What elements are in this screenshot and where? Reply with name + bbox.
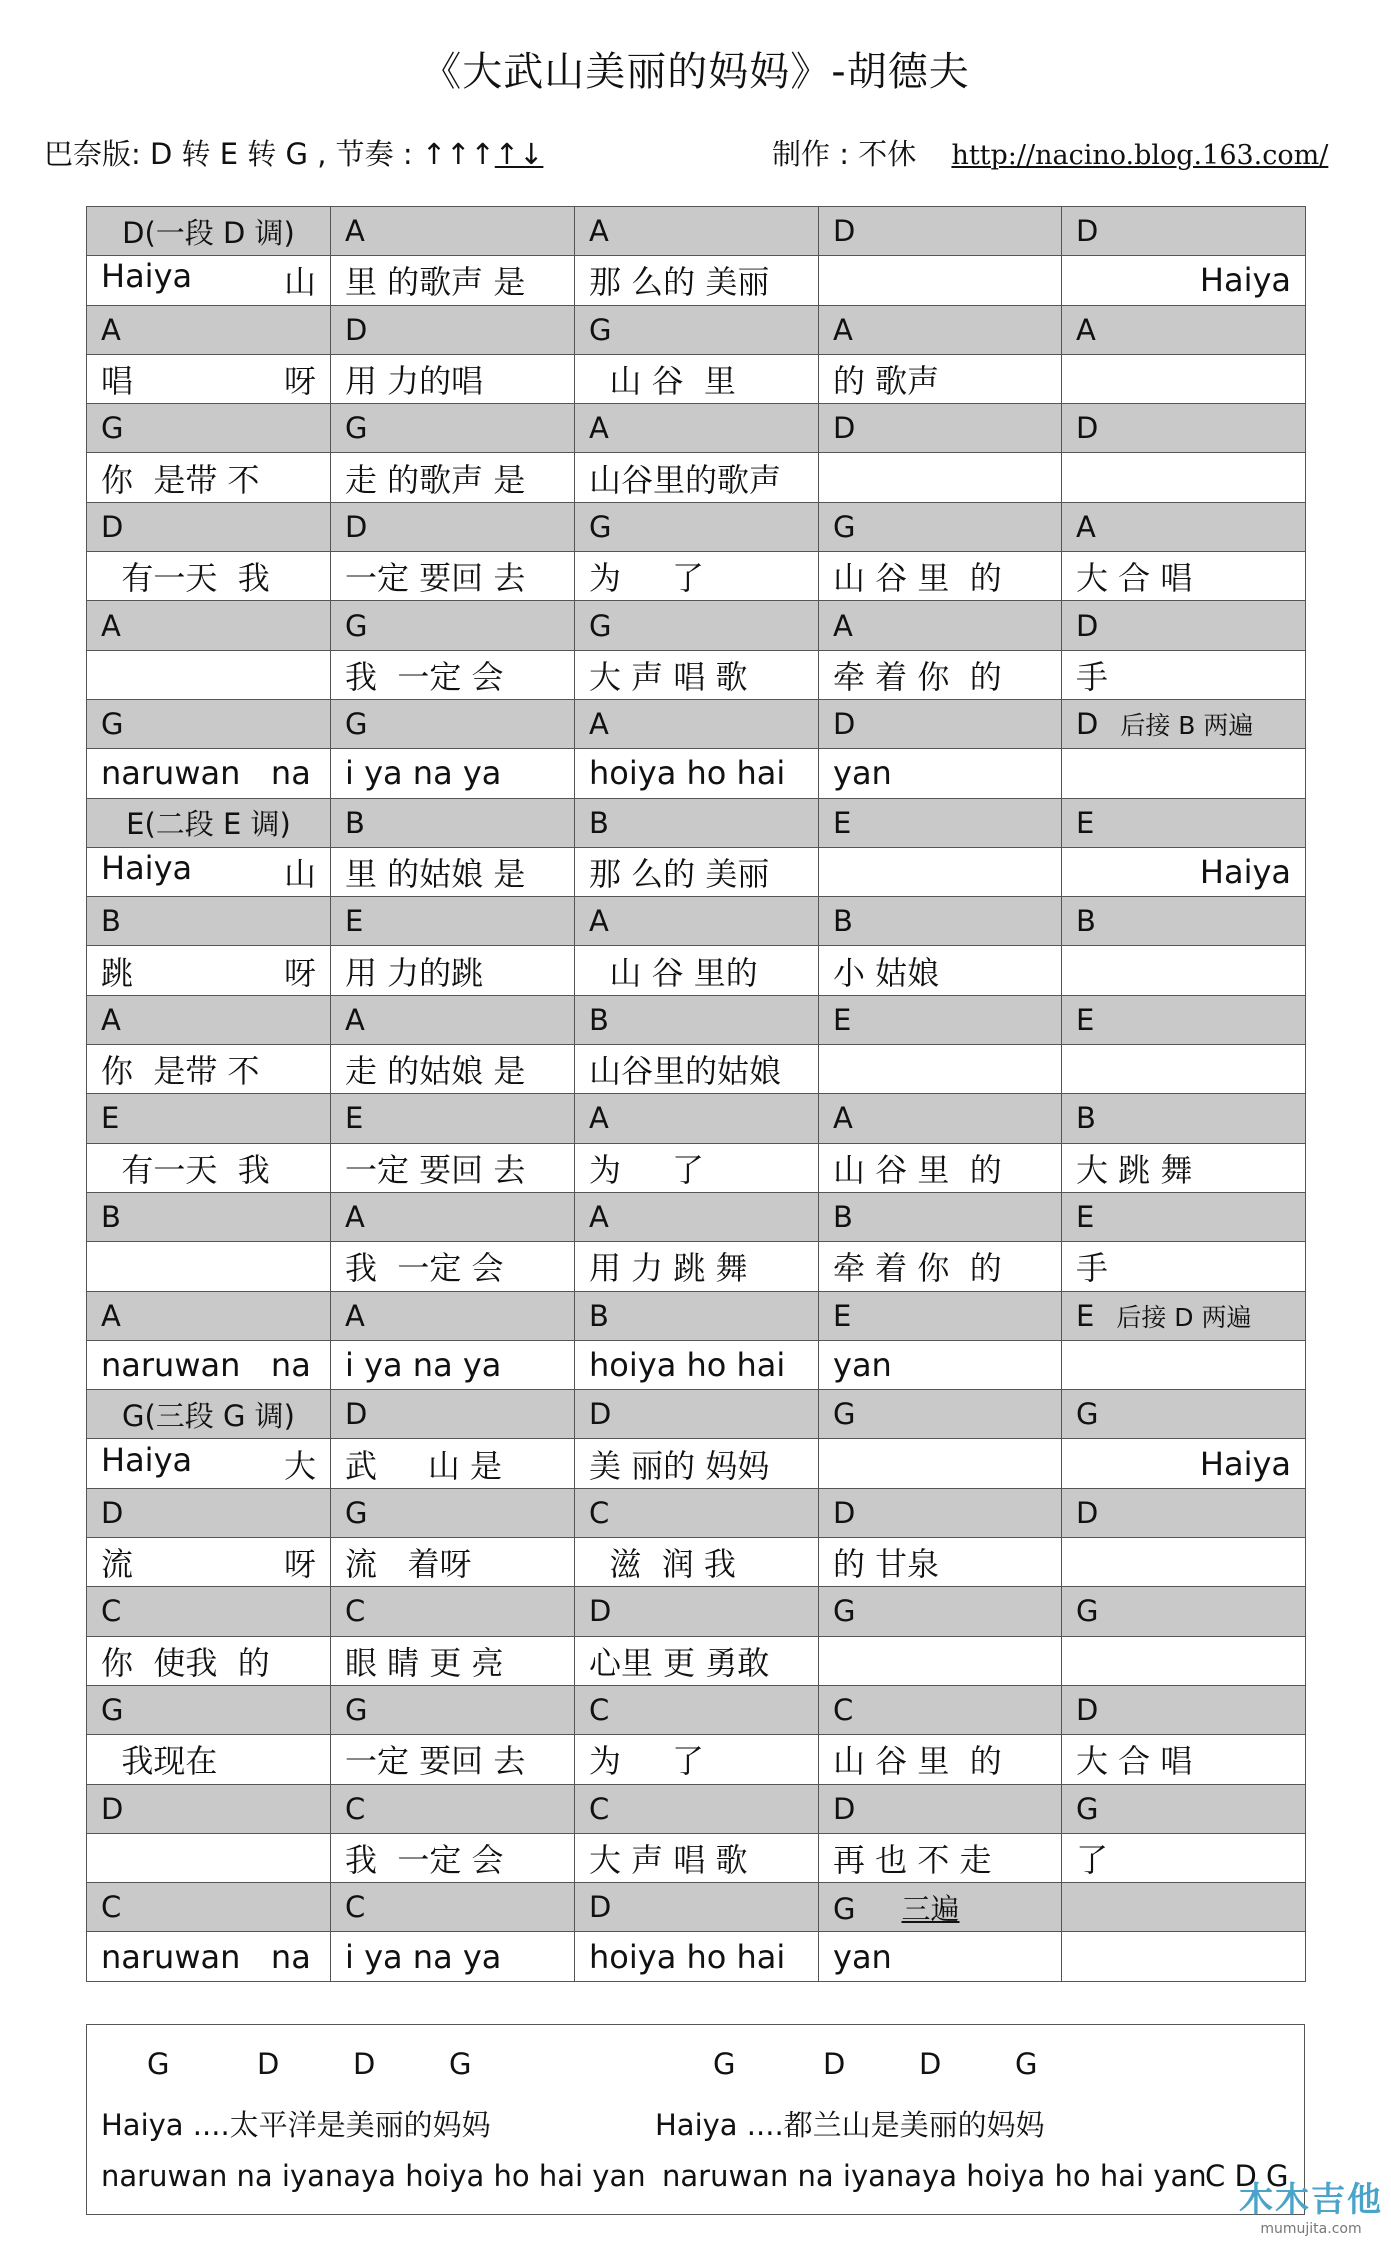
lyric-tail: 山 bbox=[283, 855, 316, 893]
chord-cell: D bbox=[819, 699, 1062, 748]
outro-chord: G bbox=[449, 2047, 472, 2081]
chord-row bbox=[87, 404, 1306, 453]
lyric-cell: 山 谷 里 bbox=[575, 354, 819, 403]
chord-cell: B bbox=[331, 798, 575, 847]
chord-cell: E bbox=[331, 897, 575, 946]
chord-cell: G bbox=[331, 1488, 575, 1537]
chord-cell: D bbox=[1062, 404, 1306, 453]
chord-sheet-body bbox=[87, 207, 1306, 1982]
chord-row bbox=[87, 601, 1306, 650]
chord-row bbox=[87, 798, 1306, 847]
lyric-row bbox=[87, 1735, 1306, 1784]
lyric-cell: 我 一定 会 bbox=[331, 1242, 575, 1291]
lyric-cell: 你 是带 不 bbox=[87, 453, 331, 502]
chord-cell: G bbox=[819, 1390, 1062, 1439]
lyric-row bbox=[87, 354, 1306, 403]
lyric-cell: 滋 润 我 bbox=[575, 1538, 819, 1587]
lyric-cell: 有一天 我 bbox=[87, 1143, 331, 1192]
chord-row bbox=[87, 207, 1306, 256]
lyric-row bbox=[87, 1340, 1306, 1389]
lyric-cell: naruwan na bbox=[87, 749, 331, 798]
lyric-cell: naruwan na bbox=[87, 1340, 331, 1389]
lyric-cell: 一定 要回 去 bbox=[331, 552, 575, 601]
outro-chord: G bbox=[1015, 2047, 1038, 2081]
chord-cell: D bbox=[331, 305, 575, 354]
chord-cell: G bbox=[1062, 1390, 1306, 1439]
lyric-cell: naruwan na bbox=[87, 1932, 331, 1981]
lyric-row bbox=[87, 256, 1306, 305]
chord-label: E bbox=[1076, 1298, 1095, 1333]
chord-cell: C bbox=[575, 1488, 819, 1537]
lyric-tail: 山 bbox=[283, 263, 316, 302]
chord-cell: C bbox=[575, 1685, 819, 1734]
chord-cell: D bbox=[575, 1587, 819, 1636]
lyric-cell: 那 么的 美丽 bbox=[575, 847, 819, 896]
lyric-cell bbox=[819, 1636, 1062, 1685]
section-key-cell: G(三段 G 调) bbox=[87, 1390, 331, 1439]
chord-cell: E bbox=[1062, 1192, 1306, 1241]
watermark-sub: mumujita.com bbox=[1260, 2221, 1362, 2237]
chord-cell: E bbox=[1062, 995, 1306, 1044]
chord-cell: B bbox=[1062, 1094, 1306, 1143]
lyric-cell: 牵 着 你 的 bbox=[819, 1242, 1062, 1291]
lyric-cell: 用 力的跳 bbox=[331, 946, 575, 995]
lyric-row bbox=[87, 1045, 1306, 1094]
chord-cell: D bbox=[331, 1390, 575, 1439]
lyric-cell: 大 跳 舞 bbox=[1062, 1143, 1306, 1192]
lyric-cell bbox=[1062, 946, 1306, 995]
lyric-row bbox=[87, 847, 1306, 896]
lyric-cell: 大 合 唱 bbox=[1062, 552, 1306, 601]
outro-ending-chords: C D G bbox=[1205, 2159, 1289, 2193]
lyric-cell: 为 了 bbox=[575, 1735, 819, 1784]
lyric-cell bbox=[819, 1439, 1062, 1488]
chord-cell: A bbox=[331, 207, 575, 256]
lyric-cell bbox=[1062, 453, 1306, 502]
chord-cell: A bbox=[87, 1291, 331, 1340]
lyric-cell: yan bbox=[819, 1932, 1062, 1981]
lyric-row bbox=[87, 650, 1306, 699]
chord-cell: D bbox=[331, 502, 575, 551]
lyric-cell: 里 的姑娘 是 bbox=[331, 847, 575, 896]
chord-cell: B bbox=[575, 1291, 819, 1340]
lyric-cell: 我现在 bbox=[87, 1735, 331, 1784]
lyric-row bbox=[87, 946, 1306, 995]
chord-cell: E bbox=[819, 995, 1062, 1044]
chord-cell: A bbox=[575, 897, 819, 946]
chord-cell: D bbox=[575, 1390, 819, 1439]
chord-cell: E bbox=[331, 1094, 575, 1143]
lyric-cell: 山 谷 里 的 bbox=[819, 1735, 1062, 1784]
lyric-cell: 你 使我 的 bbox=[87, 1636, 331, 1685]
lyric-cell: 武 山 是 bbox=[331, 1439, 575, 1488]
page-title: 《大武山美丽的妈妈》-胡德夫 bbox=[421, 49, 970, 95]
chord-cell: A bbox=[819, 1094, 1062, 1143]
chord-cell: G bbox=[575, 305, 819, 354]
lyric-cell: 眼 睛 更 亮 bbox=[331, 1636, 575, 1685]
chord-cell: C bbox=[819, 1685, 1062, 1734]
chord-cell: B bbox=[819, 1192, 1062, 1241]
chord-cell: G bbox=[331, 404, 575, 453]
lyric-lead: 跳 bbox=[101, 953, 134, 992]
lyric-cell: 山谷里的姑娘 bbox=[575, 1045, 819, 1094]
lyric-cell: 的 甘泉 bbox=[819, 1538, 1062, 1587]
chord-cell: G bbox=[87, 404, 331, 453]
transition-note: 后接 B 两遍 bbox=[1120, 711, 1254, 741]
chord-cell: A bbox=[87, 995, 331, 1044]
lyric-cell bbox=[1062, 1932, 1306, 1981]
lyric-cell: 山 谷 里的 bbox=[575, 946, 819, 995]
outro-box bbox=[86, 2024, 1305, 2215]
lyric-cell: 手 bbox=[1062, 650, 1306, 699]
chord-cell: C bbox=[331, 1587, 575, 1636]
chord-cell: G bbox=[575, 601, 819, 650]
chord-cell: D bbox=[87, 502, 331, 551]
watermark-logo bbox=[1239, 2172, 1383, 2237]
lyric-row bbox=[87, 453, 1306, 502]
lyric-cell: i ya na ya bbox=[331, 749, 575, 798]
chord-cell: G bbox=[87, 699, 331, 748]
lyric-row bbox=[87, 1143, 1306, 1192]
chord-cell: D bbox=[819, 207, 1062, 256]
lyric-cell bbox=[87, 946, 331, 995]
lyric-cell: Haiya bbox=[1062, 1439, 1306, 1488]
lyric-lead: 流 bbox=[101, 1545, 134, 1584]
lyric-cell: 走 的歌声 是 bbox=[331, 453, 575, 502]
chord-cell: B bbox=[819, 897, 1062, 946]
lyric-cell: 大 声 唱 歌 bbox=[575, 1833, 819, 1882]
chord-cell: C bbox=[331, 1883, 575, 1932]
lyric-cell: 里 的歌声 是 bbox=[331, 256, 575, 305]
chord-cell bbox=[1062, 1883, 1306, 1932]
chord-cell: A bbox=[575, 699, 819, 748]
chord-cell: D bbox=[1062, 1685, 1306, 1734]
lyric-row bbox=[87, 1833, 1306, 1882]
lyric-cell: Haiya bbox=[1062, 847, 1306, 896]
chord-cell bbox=[1062, 699, 1306, 748]
chord-cell: E bbox=[819, 798, 1062, 847]
lyric-cell bbox=[87, 1833, 331, 1882]
lyric-cell: 流 着呀 bbox=[331, 1538, 575, 1587]
lyric-cell bbox=[87, 256, 331, 305]
section-key-cell: D(一段 D 调) bbox=[87, 207, 331, 256]
chord-cell: B bbox=[1062, 897, 1306, 946]
lyric-cell bbox=[87, 1242, 331, 1291]
lyric-cell: 的 歌声 bbox=[819, 354, 1062, 403]
lyric-row bbox=[87, 1932, 1306, 1981]
chord-cell: A bbox=[575, 404, 819, 453]
lyric-row bbox=[87, 749, 1306, 798]
credit bbox=[772, 132, 1328, 173]
chord-cell: D bbox=[575, 1883, 819, 1932]
outro-chord: G bbox=[147, 2047, 170, 2081]
lyric-cell: 山谷里的歌声 bbox=[575, 453, 819, 502]
outro-chord: D bbox=[257, 2047, 280, 2081]
chord-cell: D bbox=[819, 1784, 1062, 1833]
lyric-cell: 再 也 不 走 bbox=[819, 1833, 1062, 1882]
chord-row bbox=[87, 699, 1306, 748]
chord-cell: A bbox=[87, 601, 331, 650]
lyric-cell bbox=[1062, 354, 1306, 403]
chord-row bbox=[87, 995, 1306, 1044]
lyric-tail: 大 bbox=[283, 1446, 316, 1485]
lyric-tail: 呀 bbox=[283, 362, 316, 401]
lyric-cell bbox=[87, 354, 331, 403]
chord-cell: A bbox=[331, 1291, 575, 1340]
lyric-cell: 我 一定 会 bbox=[331, 1833, 575, 1882]
lyric-cell bbox=[819, 256, 1062, 305]
chord-cell: D bbox=[819, 1488, 1062, 1537]
lyric-cell: 手 bbox=[1062, 1242, 1306, 1291]
chord-cell: B bbox=[87, 897, 331, 946]
lyric-row bbox=[87, 1538, 1306, 1587]
lyric-cell bbox=[87, 1439, 331, 1488]
lyric-cell bbox=[87, 847, 331, 896]
chord-cell: G bbox=[575, 502, 819, 551]
chord-row bbox=[87, 1390, 1306, 1439]
lyric-cell bbox=[819, 1045, 1062, 1094]
chord-cell: A bbox=[575, 1192, 819, 1241]
lyric-cell bbox=[1062, 749, 1306, 798]
watermark-main: 木木吉他 bbox=[1239, 2180, 1383, 2220]
chord-cell bbox=[819, 1883, 1062, 1932]
lyric-cell: 那 么的 美丽 bbox=[575, 256, 819, 305]
chord-cell bbox=[1062, 1291, 1306, 1340]
chord-row bbox=[87, 897, 1306, 946]
chord-row bbox=[87, 1094, 1306, 1143]
chord-cell: B bbox=[87, 1192, 331, 1241]
chord-row bbox=[87, 305, 1306, 354]
blog-link[interactable]: http://nacino.blog.163.com/ bbox=[951, 140, 1329, 171]
lyric-cell: 用 力的唱 bbox=[331, 354, 575, 403]
lyric-cell bbox=[819, 847, 1062, 896]
chord-row bbox=[87, 1883, 1306, 1932]
chord-row bbox=[87, 1587, 1306, 1636]
lyric-row bbox=[87, 1242, 1306, 1291]
lyric-lead: Haiya bbox=[101, 257, 193, 296]
lyric-cell: 心里 更 勇敢 bbox=[575, 1636, 819, 1685]
chord-cell: C bbox=[575, 1784, 819, 1833]
chord-row bbox=[87, 1685, 1306, 1734]
lyric-row bbox=[87, 1636, 1306, 1685]
chord-cell: D bbox=[1062, 207, 1306, 256]
chord-cell: G bbox=[87, 1685, 331, 1734]
outro-left-chords bbox=[147, 2047, 545, 2081]
outro-right-chords bbox=[713, 2047, 1111, 2081]
lyric-cell bbox=[1062, 1636, 1306, 1685]
chord-row bbox=[87, 1784, 1306, 1833]
lyric-cell bbox=[1062, 1538, 1306, 1587]
chord-row bbox=[87, 1291, 1306, 1340]
chord-cell: E bbox=[87, 1094, 331, 1143]
repeat-note: 三遍 bbox=[901, 1891, 960, 1926]
lyric-cell: 小 姑娘 bbox=[819, 946, 1062, 995]
lyric-cell: hoiya ho hai bbox=[575, 749, 819, 798]
section-key-cell: E(二段 E 调) bbox=[87, 798, 331, 847]
chord-cell: A bbox=[819, 601, 1062, 650]
lyric-cell: 有一天 我 bbox=[87, 552, 331, 601]
lyric-cell: 大 声 唱 歌 bbox=[575, 650, 819, 699]
chord-row bbox=[87, 1488, 1306, 1537]
lyric-cell bbox=[87, 1538, 331, 1587]
lyric-cell: 你 是带 不 bbox=[87, 1045, 331, 1094]
lyric-cell: 我 一定 会 bbox=[331, 650, 575, 699]
chord-label: G bbox=[833, 1891, 856, 1926]
chord-label: D bbox=[1076, 707, 1099, 742]
lyric-tail: 呀 bbox=[283, 953, 316, 992]
chord-row bbox=[87, 1192, 1306, 1241]
lyric-cell: 为 了 bbox=[575, 552, 819, 601]
lyric-cell: 了 bbox=[1062, 1833, 1306, 1882]
outro-chord: D bbox=[353, 2047, 376, 2081]
lyric-lead: 唱 bbox=[101, 362, 134, 401]
chord-cell: A bbox=[331, 1192, 575, 1241]
chord-cell: E bbox=[819, 1291, 1062, 1340]
outro-chord: G bbox=[713, 2047, 736, 2081]
lyric-cell: 走 的姑娘 是 bbox=[331, 1045, 575, 1094]
chord-cell: A bbox=[1062, 502, 1306, 551]
lyric-cell bbox=[819, 453, 1062, 502]
lyric-cell bbox=[1062, 1045, 1306, 1094]
chord-cell: C bbox=[87, 1883, 331, 1932]
lyric-row bbox=[87, 1439, 1306, 1488]
lyric-lead: Haiya bbox=[101, 1440, 193, 1479]
lyric-cell: yan bbox=[819, 749, 1062, 798]
outro-left-tail: naruwan na iyanaya hoiya ho hai yan bbox=[101, 2159, 646, 2193]
chord-cell: A bbox=[1062, 305, 1306, 354]
chord-cell: D bbox=[819, 404, 1062, 453]
chord-cell: A bbox=[575, 207, 819, 256]
lyric-cell: i ya na ya bbox=[331, 1340, 575, 1389]
chord-sheet bbox=[86, 206, 1306, 1982]
info-prefix: 巴奈版: D 转 E 转 G , 节奏 : bbox=[44, 137, 422, 171]
chord-cell: D bbox=[1062, 1488, 1306, 1537]
lyric-cell bbox=[1062, 1340, 1306, 1389]
chord-cell: D bbox=[87, 1488, 331, 1537]
lyric-cell: 山 谷 里 的 bbox=[819, 1143, 1062, 1192]
arrangement-info bbox=[44, 132, 543, 173]
lyric-cell: 为 了 bbox=[575, 1143, 819, 1192]
chord-cell: G bbox=[819, 502, 1062, 551]
credit-label: 制作 : 不休 bbox=[772, 137, 917, 171]
outro-right-lyric: Haiya ....都兰山是美丽的妈妈 bbox=[655, 2108, 1045, 2142]
lyric-cell: Haiya bbox=[1062, 256, 1306, 305]
lyric-cell: 用 力 跳 舞 bbox=[575, 1242, 819, 1291]
lyric-cell: 美 丽的 妈妈 bbox=[575, 1439, 819, 1488]
lyric-cell: 牵 着 你 的 bbox=[819, 650, 1062, 699]
transition-note: 后接 D 两遍 bbox=[1116, 1302, 1252, 1332]
chord-row bbox=[87, 502, 1306, 551]
rhythm-arrows: ↑↑↑ bbox=[421, 137, 495, 171]
lyric-tail: 呀 bbox=[283, 1545, 316, 1584]
lyric-cell: 一定 要回 去 bbox=[331, 1735, 575, 1784]
chord-cell: A bbox=[331, 995, 575, 1044]
outro-right-tail: naruwan na iyanaya hoiya ho hai yan bbox=[662, 2159, 1207, 2193]
chord-cell: G bbox=[1062, 1784, 1306, 1833]
lyric-cell: hoiya ho hai bbox=[575, 1340, 819, 1389]
chord-cell: G bbox=[331, 1685, 575, 1734]
chord-cell: B bbox=[575, 995, 819, 1044]
lyric-cell: i ya na ya bbox=[331, 1932, 575, 1981]
lyric-cell: 山 谷 里 的 bbox=[819, 552, 1062, 601]
chord-cell: C bbox=[87, 1587, 331, 1636]
lyric-cell: yan bbox=[819, 1340, 1062, 1389]
chord-cell: D bbox=[87, 1784, 331, 1833]
lyric-cell: 一定 要回 去 bbox=[331, 1143, 575, 1192]
lyric-cell: 大 合 唱 bbox=[1062, 1735, 1306, 1784]
lyric-cell bbox=[87, 650, 331, 699]
outro-left-lyric: Haiya ....太平洋是美丽的妈妈 bbox=[101, 2108, 491, 2142]
chord-cell: A bbox=[87, 305, 331, 354]
lyric-lead: Haiya bbox=[101, 849, 193, 887]
chord-cell: G bbox=[331, 601, 575, 650]
chord-cell: G bbox=[1062, 1587, 1306, 1636]
chord-cell: G bbox=[331, 699, 575, 748]
outro-chord: D bbox=[919, 2047, 942, 2081]
lyric-cell: hoiya ho hai bbox=[575, 1932, 819, 1981]
chord-cell: E bbox=[1062, 798, 1306, 847]
chord-cell: A bbox=[575, 1094, 819, 1143]
chord-cell: B bbox=[575, 798, 819, 847]
rhythm-last-arrows: ↑↓ bbox=[494, 137, 544, 171]
lyric-row bbox=[87, 552, 1306, 601]
outro-chord: D bbox=[823, 2047, 846, 2081]
chord-cell: D bbox=[1062, 601, 1306, 650]
chord-cell: G bbox=[819, 1587, 1062, 1636]
chord-cell: C bbox=[331, 1784, 575, 1833]
chord-cell: A bbox=[819, 305, 1062, 354]
